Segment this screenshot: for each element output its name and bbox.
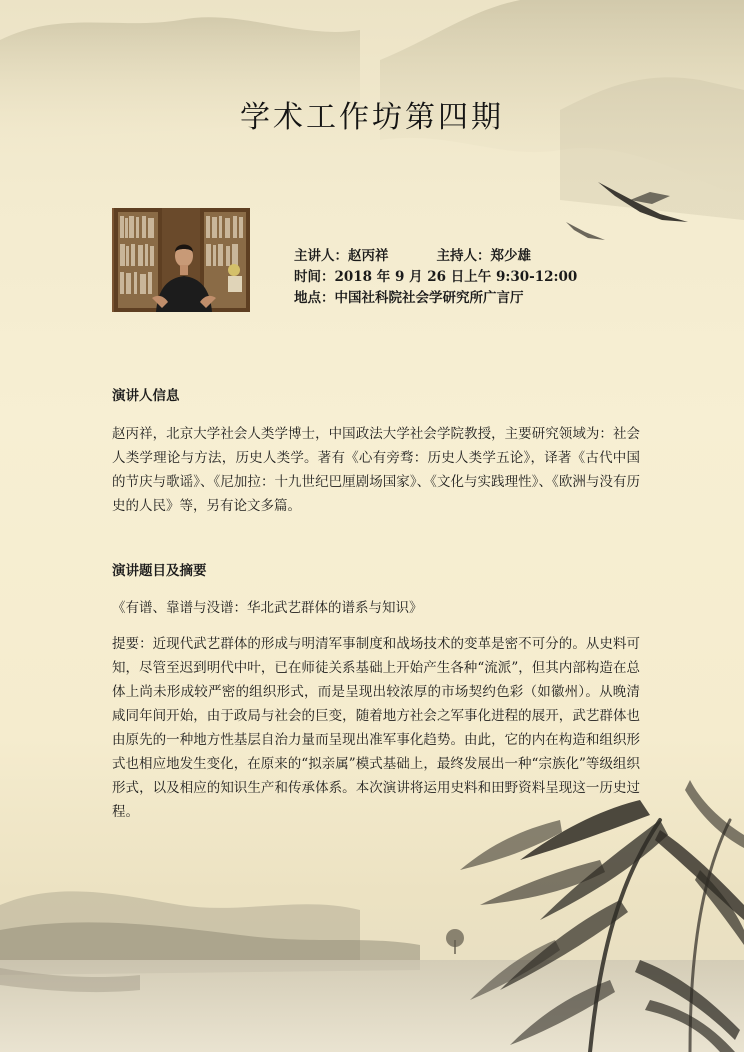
page-title: 学术工作坊第四期 xyxy=(240,100,504,135)
event-location: 地点：中国社科院社会学研究所广言厅 xyxy=(294,290,524,306)
talk-title: 《有谱、靠谱与没谱：华北武艺群体的谱系与知识》 xyxy=(112,600,423,616)
speaker-label: 主讲人：赵丙祥 xyxy=(294,248,389,264)
host-label: 主持人：郑少雄 xyxy=(436,248,531,264)
talk-heading: 演讲题目及摘要 xyxy=(112,563,207,579)
bio-heading: 演讲人信息 xyxy=(112,388,180,404)
event-time: 时间：2018 年 9 月 26 日上午 9:30-12:00 xyxy=(294,269,578,285)
speaker-portrait-image xyxy=(112,208,250,312)
speaker-photo xyxy=(112,208,250,312)
flying-bird-small-icon xyxy=(566,222,605,240)
speaker-host-row xyxy=(294,246,577,267)
talk-abstract: 提要：近现代武艺群体的形成与明清军事制度和战场技术的变革是密不可分的。从史料可知，尽管至迟到明代中叶，已在师徒关系基础上开始产生各种“流派”，但其内部构造在总体上尚未形成较严密的组织形式，而是呈现出较浓厚的市场契约色彩（如徽州）。从晚清咸同年间开始，由于政局与社会的巨变，随着地方社会之军事化进程的展开，武艺群体也由原先的一种地方性基层自治力量而呈现出准军事化趋势。由此，它的内在构造和组织形式也相应地发生变化，在原来的“拟亲属”模式基础上，最终发展出一种“宗族化”等级组织形式，以及相应的知识生产和传承体系。本次演讲将运用史料和田野资料呈现这一历史过程。 xyxy=(112,636,640,820)
event-info xyxy=(294,246,577,309)
bio-text: 赵丙祥，北京大学社会人类学博士，中国政法大学社会学院教授，主要研究领域为：社会人类学理论与方法，历史人类学。著有《心有旁骛：历史人类学五论》，译著《古代中国的节庆与歌谣》、《尼加拉：十九世纪巴厘剧场国家》、《文化与实践理性》、《欧洲与没有历史的人民》等，另有论文多篇。 xyxy=(112,426,640,514)
